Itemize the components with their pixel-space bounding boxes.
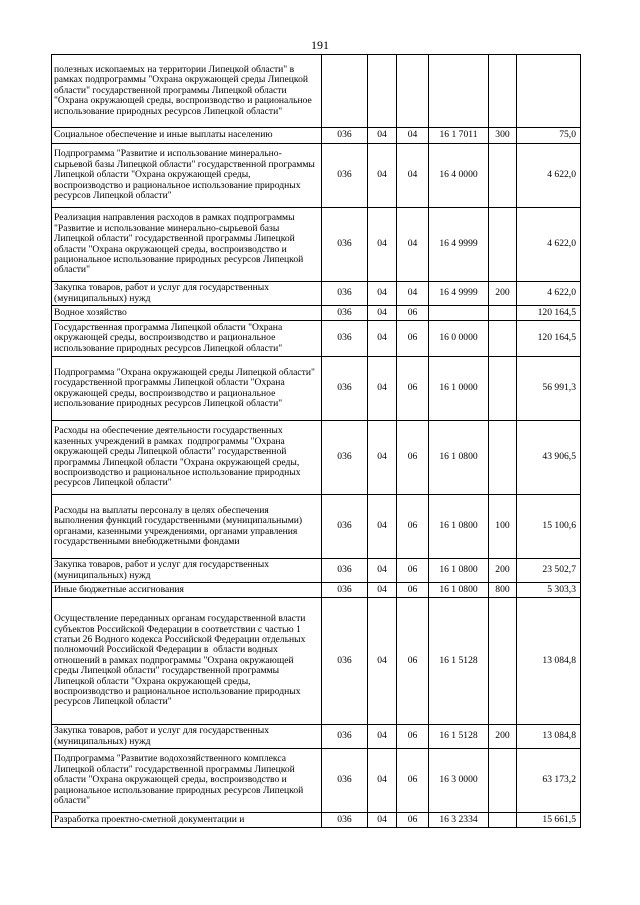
row-pr: 06 bbox=[397, 559, 429, 583]
row-csr: 16 1 0800 bbox=[429, 559, 489, 583]
row-adm bbox=[322, 55, 368, 128]
row-adm: 036 bbox=[322, 813, 368, 828]
row-rz: 04 bbox=[368, 144, 397, 208]
row-pr: 04 bbox=[397, 282, 429, 306]
row-rz: 04 bbox=[368, 495, 397, 559]
table-row bbox=[52, 559, 581, 583]
row-rz: 04 bbox=[368, 749, 397, 813]
table-row bbox=[52, 128, 581, 144]
table-row bbox=[52, 282, 581, 306]
row-csr: 16 1 7011 bbox=[429, 128, 489, 144]
row-name: Иные бюджетные ассигнования bbox=[52, 583, 322, 598]
row-pr: 06 bbox=[397, 495, 429, 559]
row-adm: 036 bbox=[322, 583, 368, 598]
row-sum: 13 084,8 bbox=[517, 598, 581, 725]
row-csr: 16 1 0000 bbox=[429, 357, 489, 421]
row-sum: 4 622,0 bbox=[517, 208, 581, 282]
table-row bbox=[52, 357, 581, 421]
row-adm: 036 bbox=[322, 421, 368, 495]
row-name: Закупка товаров, работ и услуг для государственных (муниципальных) нужд bbox=[52, 725, 322, 749]
row-sum: 23 502,7 bbox=[517, 559, 581, 583]
row-vr bbox=[489, 144, 517, 208]
row-rz: 04 bbox=[368, 208, 397, 282]
row-sum: 43 906,5 bbox=[517, 421, 581, 495]
row-pr: 06 bbox=[397, 306, 429, 321]
row-vr bbox=[489, 421, 517, 495]
row-vr bbox=[489, 321, 517, 357]
row-name: Социальное обеспечение и иные выплаты населению bbox=[52, 128, 322, 144]
row-csr: 16 1 0800 bbox=[429, 583, 489, 598]
row-vr: 800 bbox=[489, 583, 517, 598]
row-csr bbox=[429, 306, 489, 321]
row-sum bbox=[517, 55, 581, 128]
row-pr bbox=[397, 55, 429, 128]
row-rz: 04 bbox=[368, 421, 397, 495]
row-adm: 036 bbox=[322, 749, 368, 813]
row-vr bbox=[489, 749, 517, 813]
row-rz: 04 bbox=[368, 282, 397, 306]
table-row bbox=[52, 321, 581, 357]
table-row bbox=[52, 749, 581, 813]
table-row bbox=[52, 208, 581, 282]
row-pr: 06 bbox=[397, 421, 429, 495]
table-row bbox=[52, 813, 581, 828]
row-vr bbox=[489, 357, 517, 421]
row-rz: 04 bbox=[368, 583, 397, 598]
row-csr: 16 4 0000 bbox=[429, 144, 489, 208]
row-sum: 63 173,2 bbox=[517, 749, 581, 813]
row-adm: 036 bbox=[322, 495, 368, 559]
table-row bbox=[52, 495, 581, 559]
row-rz: 04 bbox=[368, 725, 397, 749]
row-pr: 06 bbox=[397, 813, 429, 828]
row-pr: 06 bbox=[397, 321, 429, 357]
row-adm: 036 bbox=[322, 306, 368, 321]
row-csr: 16 3 0000 bbox=[429, 749, 489, 813]
row-name: Расходы на обеспечение деятельности государственных казенных учреждений в рамках подпрограммы "Охрана окружающей среды Липецкой области" государственной программы Липецкой области "Охрана окружающей среды, воспроизводство и рациональное использование природных ресурсов Липецкой области" bbox=[52, 421, 322, 495]
row-csr: 16 4 9999 bbox=[429, 208, 489, 282]
row-vr bbox=[489, 306, 517, 321]
row-rz: 04 bbox=[368, 598, 397, 725]
row-rz: 04 bbox=[368, 128, 397, 144]
row-adm: 036 bbox=[322, 208, 368, 282]
table-row bbox=[52, 421, 581, 495]
row-csr: 16 1 5128 bbox=[429, 598, 489, 725]
row-pr: 06 bbox=[397, 357, 429, 421]
table-row bbox=[52, 598, 581, 725]
row-sum: 15 100,6 bbox=[517, 495, 581, 559]
row-sum: 75,0 bbox=[517, 128, 581, 144]
row-pr: 06 bbox=[397, 749, 429, 813]
row-sum: 13 084,8 bbox=[517, 725, 581, 749]
page-number: 191 bbox=[311, 38, 329, 52]
row-rz: 04 bbox=[368, 559, 397, 583]
row-vr: 300 bbox=[489, 128, 517, 144]
row-name: Государственная программа Липецкой области "Охрана окружающей среды, воспроизводство и рациональное использование природных ресурсов Липецкой области" bbox=[52, 321, 322, 357]
row-csr: 16 1 0800 bbox=[429, 495, 489, 559]
row-csr: 16 1 0800 bbox=[429, 421, 489, 495]
row-rz: 04 bbox=[368, 306, 397, 321]
row-name: Расходы на выплаты персоналу в целях обеспечения выполнения функций государственными (муниципальными) органами, казенными учреждениями, органами управления государственными внебюджетными фондами bbox=[52, 495, 322, 559]
row-sum: 4 622,0 bbox=[517, 144, 581, 208]
row-rz: 04 bbox=[368, 813, 397, 828]
row-pr: 04 bbox=[397, 144, 429, 208]
row-rz bbox=[368, 55, 397, 128]
row-name: Реализация направления расходов в рамках подпрограммы "Развитие и использование минерально-сырьевой базы Липецкой области" государственной программы Липецкой области "Охрана окружающей среды, воспроизводство и рациональное использование природных ресурсов Липецкой области" bbox=[52, 208, 322, 282]
row-sum: 120 164,5 bbox=[517, 321, 581, 357]
row-name: Закупка товаров, работ и услуг для государственных (муниципальных) нужд bbox=[52, 559, 322, 583]
row-adm: 036 bbox=[322, 128, 368, 144]
row-pr: 04 bbox=[397, 128, 429, 144]
row-csr: 16 0 0000 bbox=[429, 321, 489, 357]
row-name: полезных ископаемых на территории Липецкой области" в рамках подпрограммы "Охрана окружающей среды Липецкой области" государственной программы Липецкой области "Охрана окружающей среды, воспроизводство и рациональное использование природных ресурсов Липецкой области" bbox=[52, 55, 322, 128]
row-adm: 036 bbox=[322, 282, 368, 306]
row-name: Водное хозяйство bbox=[52, 306, 322, 321]
row-vr bbox=[489, 208, 517, 282]
row-pr: 06 bbox=[397, 725, 429, 749]
row-csr bbox=[429, 55, 489, 128]
row-csr: 16 1 5128 bbox=[429, 725, 489, 749]
row-pr: 06 bbox=[397, 598, 429, 725]
table-row bbox=[52, 725, 581, 749]
row-name: Подпрограмма "Развитие и использование минерально-сырьевой базы Липецкой области" государственной программы Липецкой области "Охрана окружающей среды, воспроизводство и рациональное использование природных ресурсов Липецкой области" bbox=[52, 144, 322, 208]
row-vr bbox=[489, 55, 517, 128]
row-sum: 120 164,5 bbox=[517, 306, 581, 321]
row-name: Закупка товаров, работ и услуг для государственных (муниципальных) нужд bbox=[52, 282, 322, 306]
row-vr bbox=[489, 813, 517, 828]
row-sum: 56 991,3 bbox=[517, 357, 581, 421]
table-row bbox=[52, 306, 581, 321]
row-vr bbox=[489, 598, 517, 725]
row-sum: 5 303,3 bbox=[517, 583, 581, 598]
row-rz: 04 bbox=[368, 357, 397, 421]
row-csr: 16 4 9999 bbox=[429, 282, 489, 306]
row-adm: 036 bbox=[322, 725, 368, 749]
table-row bbox=[52, 55, 581, 128]
row-adm: 036 bbox=[322, 321, 368, 357]
row-adm: 036 bbox=[322, 144, 368, 208]
row-name: Осуществление переданных органам государственной власти субъектов Российской Федерации в соответствии с частью 1 статьи 26 Водного кодекса Российской Федерации отдельных полномочий Российской Федерации в области водных отношений в рамках подпрограммы "Охрана окружающей среды Липецкой области" государственной программы Липецкой области "Охрана окружающей среды, воспроизводство и рациональное использование природных ресурсов Липецкой области" bbox=[52, 598, 322, 725]
row-name: Подпрограмма "Охрана окружающей среды Липецкой области" государственной программы Липецкой области "Охрана окружающей среды, воспроизводство и рациональное использование природных ресурсов Липецкой области" bbox=[52, 357, 322, 421]
row-rz: 04 bbox=[368, 321, 397, 357]
row-name: Подпрограмма "Развитие водохозяйственного комплекса Липецкой области" государственной программы Липецкой области "Охрана окружающей среды, воспроизводство и рациональное использование природных ресурсов Липецкой области" bbox=[52, 749, 322, 813]
row-vr: 200 bbox=[489, 725, 517, 749]
row-name: Разработка проектно-сметной документации и bbox=[52, 813, 322, 828]
row-csr: 16 3 2334 bbox=[429, 813, 489, 828]
row-pr: 04 bbox=[397, 208, 429, 282]
row-adm: 036 bbox=[322, 559, 368, 583]
table-row bbox=[52, 144, 581, 208]
row-pr: 06 bbox=[397, 583, 429, 598]
row-adm: 036 bbox=[322, 598, 368, 725]
row-vr: 100 bbox=[489, 495, 517, 559]
table-row bbox=[52, 583, 581, 598]
row-vr: 200 bbox=[489, 282, 517, 306]
row-vr: 200 bbox=[489, 559, 517, 583]
row-sum: 4 622,0 bbox=[517, 282, 581, 306]
row-adm: 036 bbox=[322, 357, 368, 421]
row-sum: 15 661,5 bbox=[517, 813, 581, 828]
budget-table bbox=[51, 54, 581, 828]
